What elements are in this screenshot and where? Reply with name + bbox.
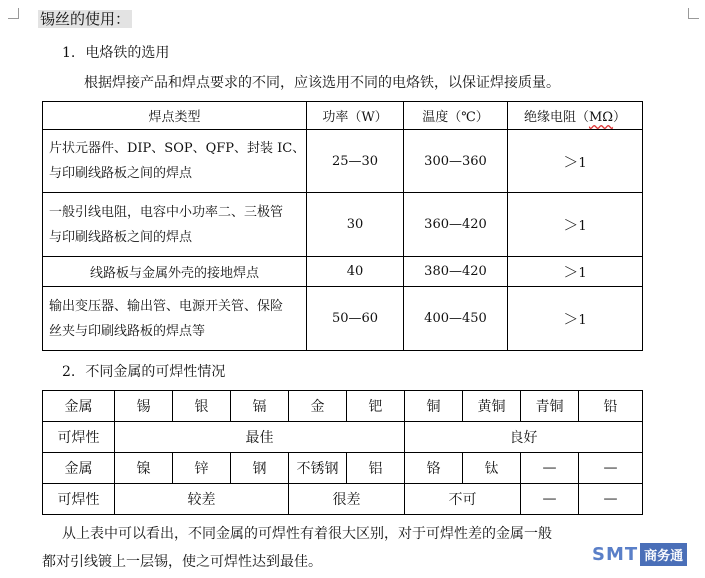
solderability-cell: 不可	[405, 484, 521, 515]
metal-cell: 铅	[579, 391, 643, 422]
resistance-cell: ＞1	[508, 287, 643, 351]
iron-selection-table	[42, 101, 643, 351]
row-label-cell: 金属	[43, 391, 115, 422]
metal-cell: 铬	[405, 453, 463, 484]
metal-solderability-table	[42, 390, 643, 515]
metal-row	[43, 453, 643, 484]
header-cell: 功率（W）	[307, 102, 404, 130]
conclusion-line-2: 都对引线镀上一层锡，使之可焊性达到最佳。	[42, 554, 322, 570]
metal-cell: 镉	[231, 391, 289, 422]
metal-cell: —	[579, 453, 643, 484]
temperature-cell: 300—360	[404, 130, 508, 193]
logo-badge: 商务通	[640, 543, 687, 566]
header-cell: 焊点类型	[43, 102, 307, 130]
section-heading-2	[62, 362, 225, 382]
metal-cell: 铜	[405, 391, 463, 422]
metal-cell: 钛	[463, 453, 521, 484]
metal-cell: 锌	[173, 453, 231, 484]
metal-cell: 银	[173, 391, 231, 422]
page-corner-mark-right	[688, 8, 699, 19]
temperature-cell: 400—450	[404, 287, 508, 351]
power-cell: 40	[307, 257, 404, 287]
metal-cell: —	[521, 453, 579, 484]
solderability-cell: 良好	[405, 422, 643, 453]
table-row	[43, 287, 643, 351]
temperature-cell: 360—420	[404, 193, 508, 257]
header-cell: 温度（℃）	[404, 102, 508, 130]
table-row	[43, 257, 643, 287]
table-row	[43, 193, 643, 257]
section-label: 不同金属的可焊性情况	[85, 364, 226, 380]
solderability-row	[43, 422, 643, 453]
joint-type-cell: 一般引线电阻，电容中小功率二、三极管 与印刷线路板之间的焊点	[43, 193, 307, 257]
power-cell: 50—60	[307, 287, 404, 351]
metal-cell: 青铜	[521, 391, 579, 422]
section-number: 1.	[62, 45, 76, 61]
metal-cell: 镍	[115, 453, 173, 484]
resistance-cell: ＞1	[508, 257, 643, 287]
intro-paragraph: 根据焊接产品和焊点要求的不同，应该选用不同的电烙铁，以保证焊接质量。	[84, 75, 560, 91]
page-title: 锡丝的使用：	[40, 10, 131, 28]
solderability-cell: 最佳	[115, 422, 405, 453]
resistance-cell: ＞1	[508, 193, 643, 257]
power-cell: 25—30	[307, 130, 404, 193]
row-label-cell: 金属	[43, 453, 115, 484]
power-cell: 30	[307, 193, 404, 257]
resistance-cell: ＞1	[508, 130, 643, 193]
table-header-row	[43, 102, 643, 130]
page-corner-mark-left	[8, 8, 19, 19]
spellcheck-underline: MΩ	[588, 110, 614, 125]
solderability-cell: 较差	[115, 484, 289, 515]
solderability-row	[43, 484, 643, 515]
smt-logo	[592, 540, 687, 568]
logo-text: SMT	[592, 543, 639, 565]
conclusion-line-1: 从上表中可以看出，不同金属的可焊性有着很大区别，对于可焊性差的金属一般	[62, 526, 552, 542]
joint-type-cell: 线路板与金属外壳的接地焊点	[43, 257, 307, 287]
row-label-cell: 可焊性	[43, 484, 115, 515]
joint-type-cell: 片状元器件、DIP、SOP、QFP、封装 IC、 与印刷线路板之间的焊点	[43, 130, 307, 193]
metal-cell: 钯	[347, 391, 405, 422]
header-cell: 绝缘电阻（MΩ）	[508, 102, 643, 130]
metal-cell: 金	[289, 391, 347, 422]
metal-cell: 铝	[347, 453, 405, 484]
metal-cell: 黄铜	[463, 391, 521, 422]
section-heading-1	[62, 43, 169, 63]
metal-cell: 不锈钢	[289, 453, 347, 484]
section-label: 电烙铁的选用	[85, 45, 170, 61]
section-number: 2.	[62, 364, 76, 380]
metal-cell: 锡	[115, 391, 173, 422]
solderability-cell: 很差	[289, 484, 405, 515]
solderability-cell: —	[579, 484, 643, 515]
joint-type-cell: 输出变压器、输出管、电源开关管、保险 丝夹与印刷线路板的焊点等	[43, 287, 307, 351]
solderability-cell: —	[521, 484, 579, 515]
metal-cell: 钢	[231, 453, 289, 484]
temperature-cell: 380—420	[404, 257, 508, 287]
metal-row	[43, 391, 643, 422]
table-row	[43, 130, 643, 193]
row-label-cell: 可焊性	[43, 422, 115, 453]
